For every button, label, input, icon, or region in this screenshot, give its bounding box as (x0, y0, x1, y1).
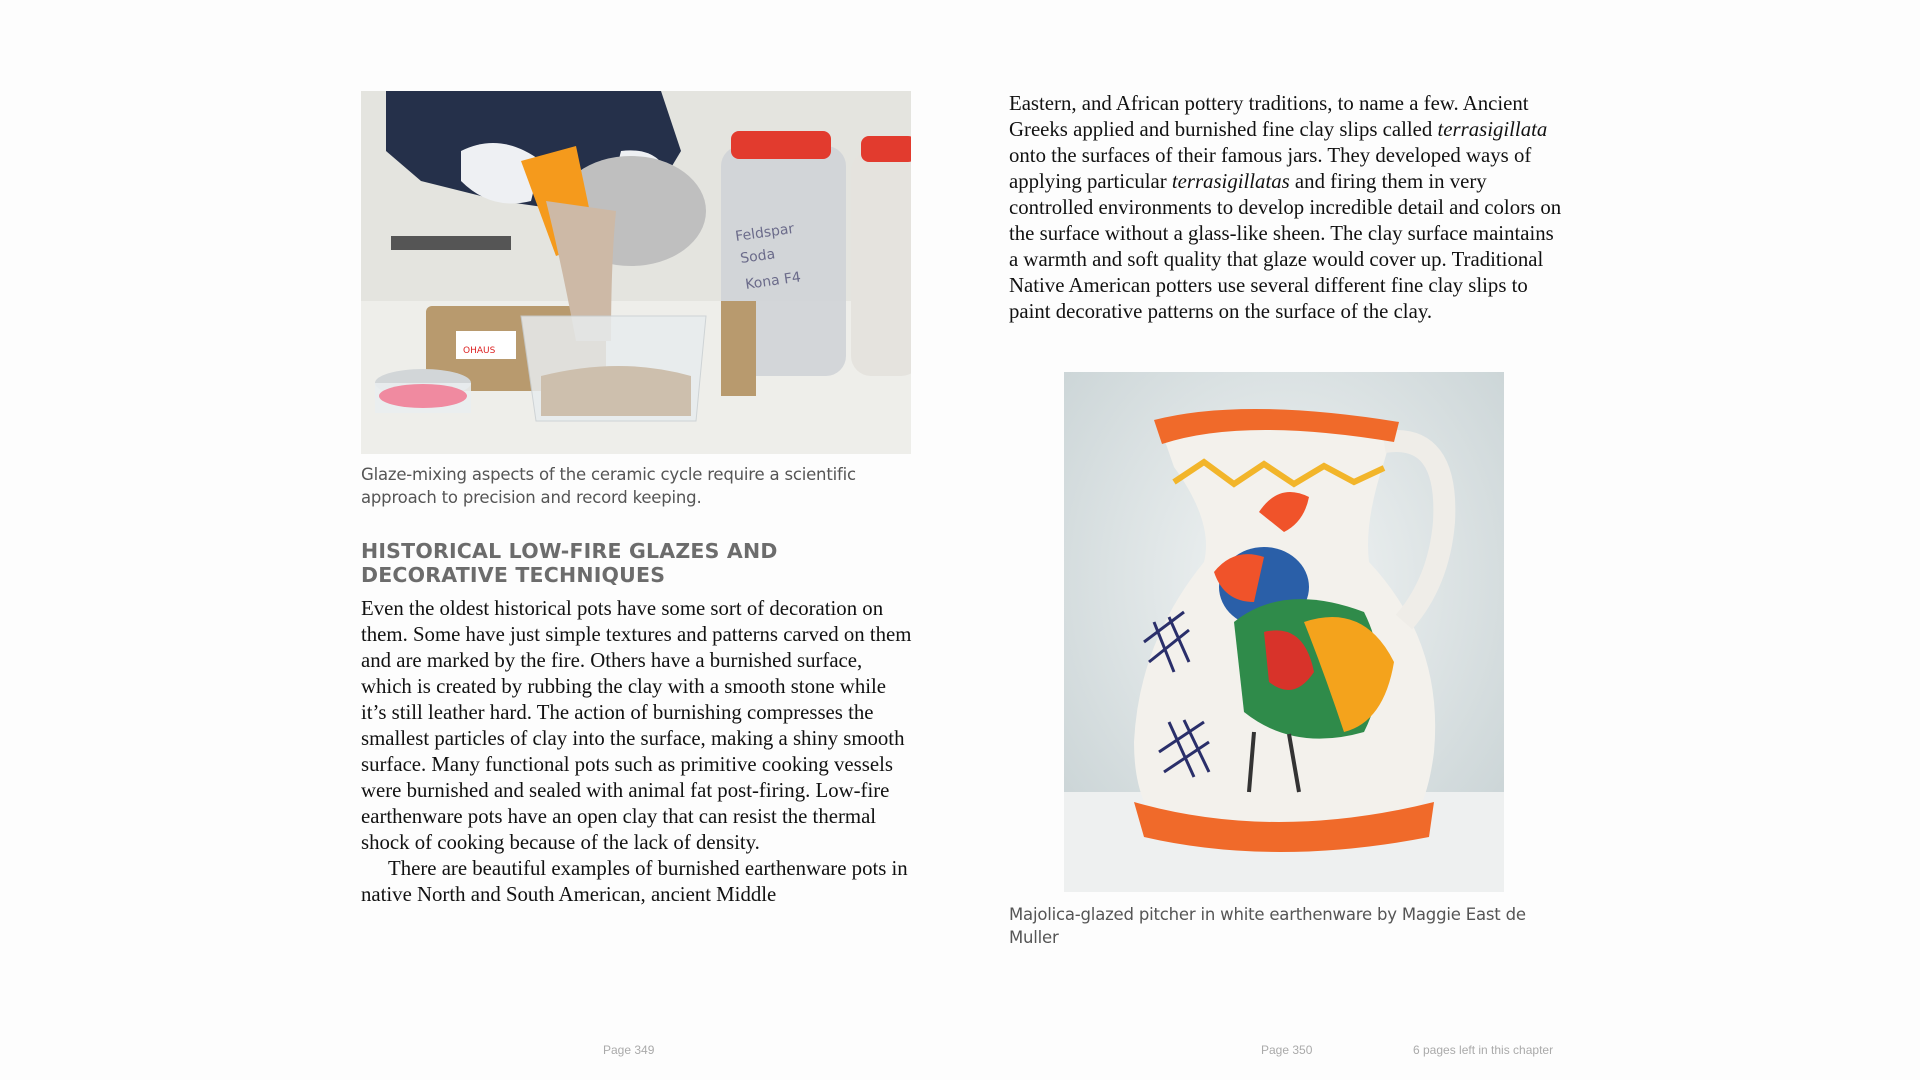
body-text-right (1009, 91, 1565, 325)
jar-label: Kona F4 (744, 269, 802, 293)
glaze-mixing-photo (361, 91, 911, 454)
italic-term: terrasigillatas (1171, 170, 1290, 193)
pitcher-photo (1064, 372, 1504, 892)
page-number: Page 349 (603, 1043, 655, 1057)
jar-label: Feldspar (734, 220, 796, 245)
text-run: and firing them in very controlled environments to develop incredible detail and colors on the surface without a glass-like sheen. The clay surface maintains a warmth and soft quality that glaze would cover up. Traditional Native American potters use several different fine clay slips to paint decorative patterns on the surface of the clay. (1009, 170, 1562, 323)
section-heading: HISTORICAL LOW-FIRE GLAZES AND DECORATIVE TECHNIQUES (361, 539, 778, 587)
body-text-left (361, 596, 913, 908)
scale-label: OHAUS (463, 346, 496, 356)
photo-caption: Glaze-mixing aspects of the ceramic cycle require a scientific approach to precision and record keeping. (361, 465, 856, 507)
pages-left-indicator: 6 pages left in this chapter (1413, 1043, 1554, 1057)
jar-label: Soda (739, 246, 777, 267)
page-number: Page 350 (1261, 1043, 1313, 1057)
text-run: Eastern, and African pottery traditions, to name a few. Ancient Greeks applied and burnished fine clay slips called (1009, 92, 1529, 141)
paragraph: Even the oldest historical pots have some sort of decoration on them. Some have just simple textures and patterns carved on them and are marked by the fire. Others have a burnished surface, which is created by rubbing the clay with a smooth stone while it’s still leather hard. The action of burnishing compresses the smallest particles of clay into the surface, making a shiny smooth surface. Many functional pots such as primitive cooking vessels were burnished and sealed with animal fat post-firing. Low-fire earthenware pots have an open clay that can resist the thermal shock of cooking because of the lack of density. (361, 597, 912, 854)
photo-caption: Majolica-glazed pitcher in white earthenware by Maggie East de Muller (1009, 905, 1526, 947)
text-run: onto the surfaces of their famous jars. They developed ways of applying particular (1009, 144, 1532, 193)
italic-term: terrasigillata (1437, 118, 1548, 141)
paragraph: There are beautiful examples of burnished earthenware pots in native North and South American, ancient Middle (361, 857, 908, 906)
paragraph (1009, 91, 1565, 325)
